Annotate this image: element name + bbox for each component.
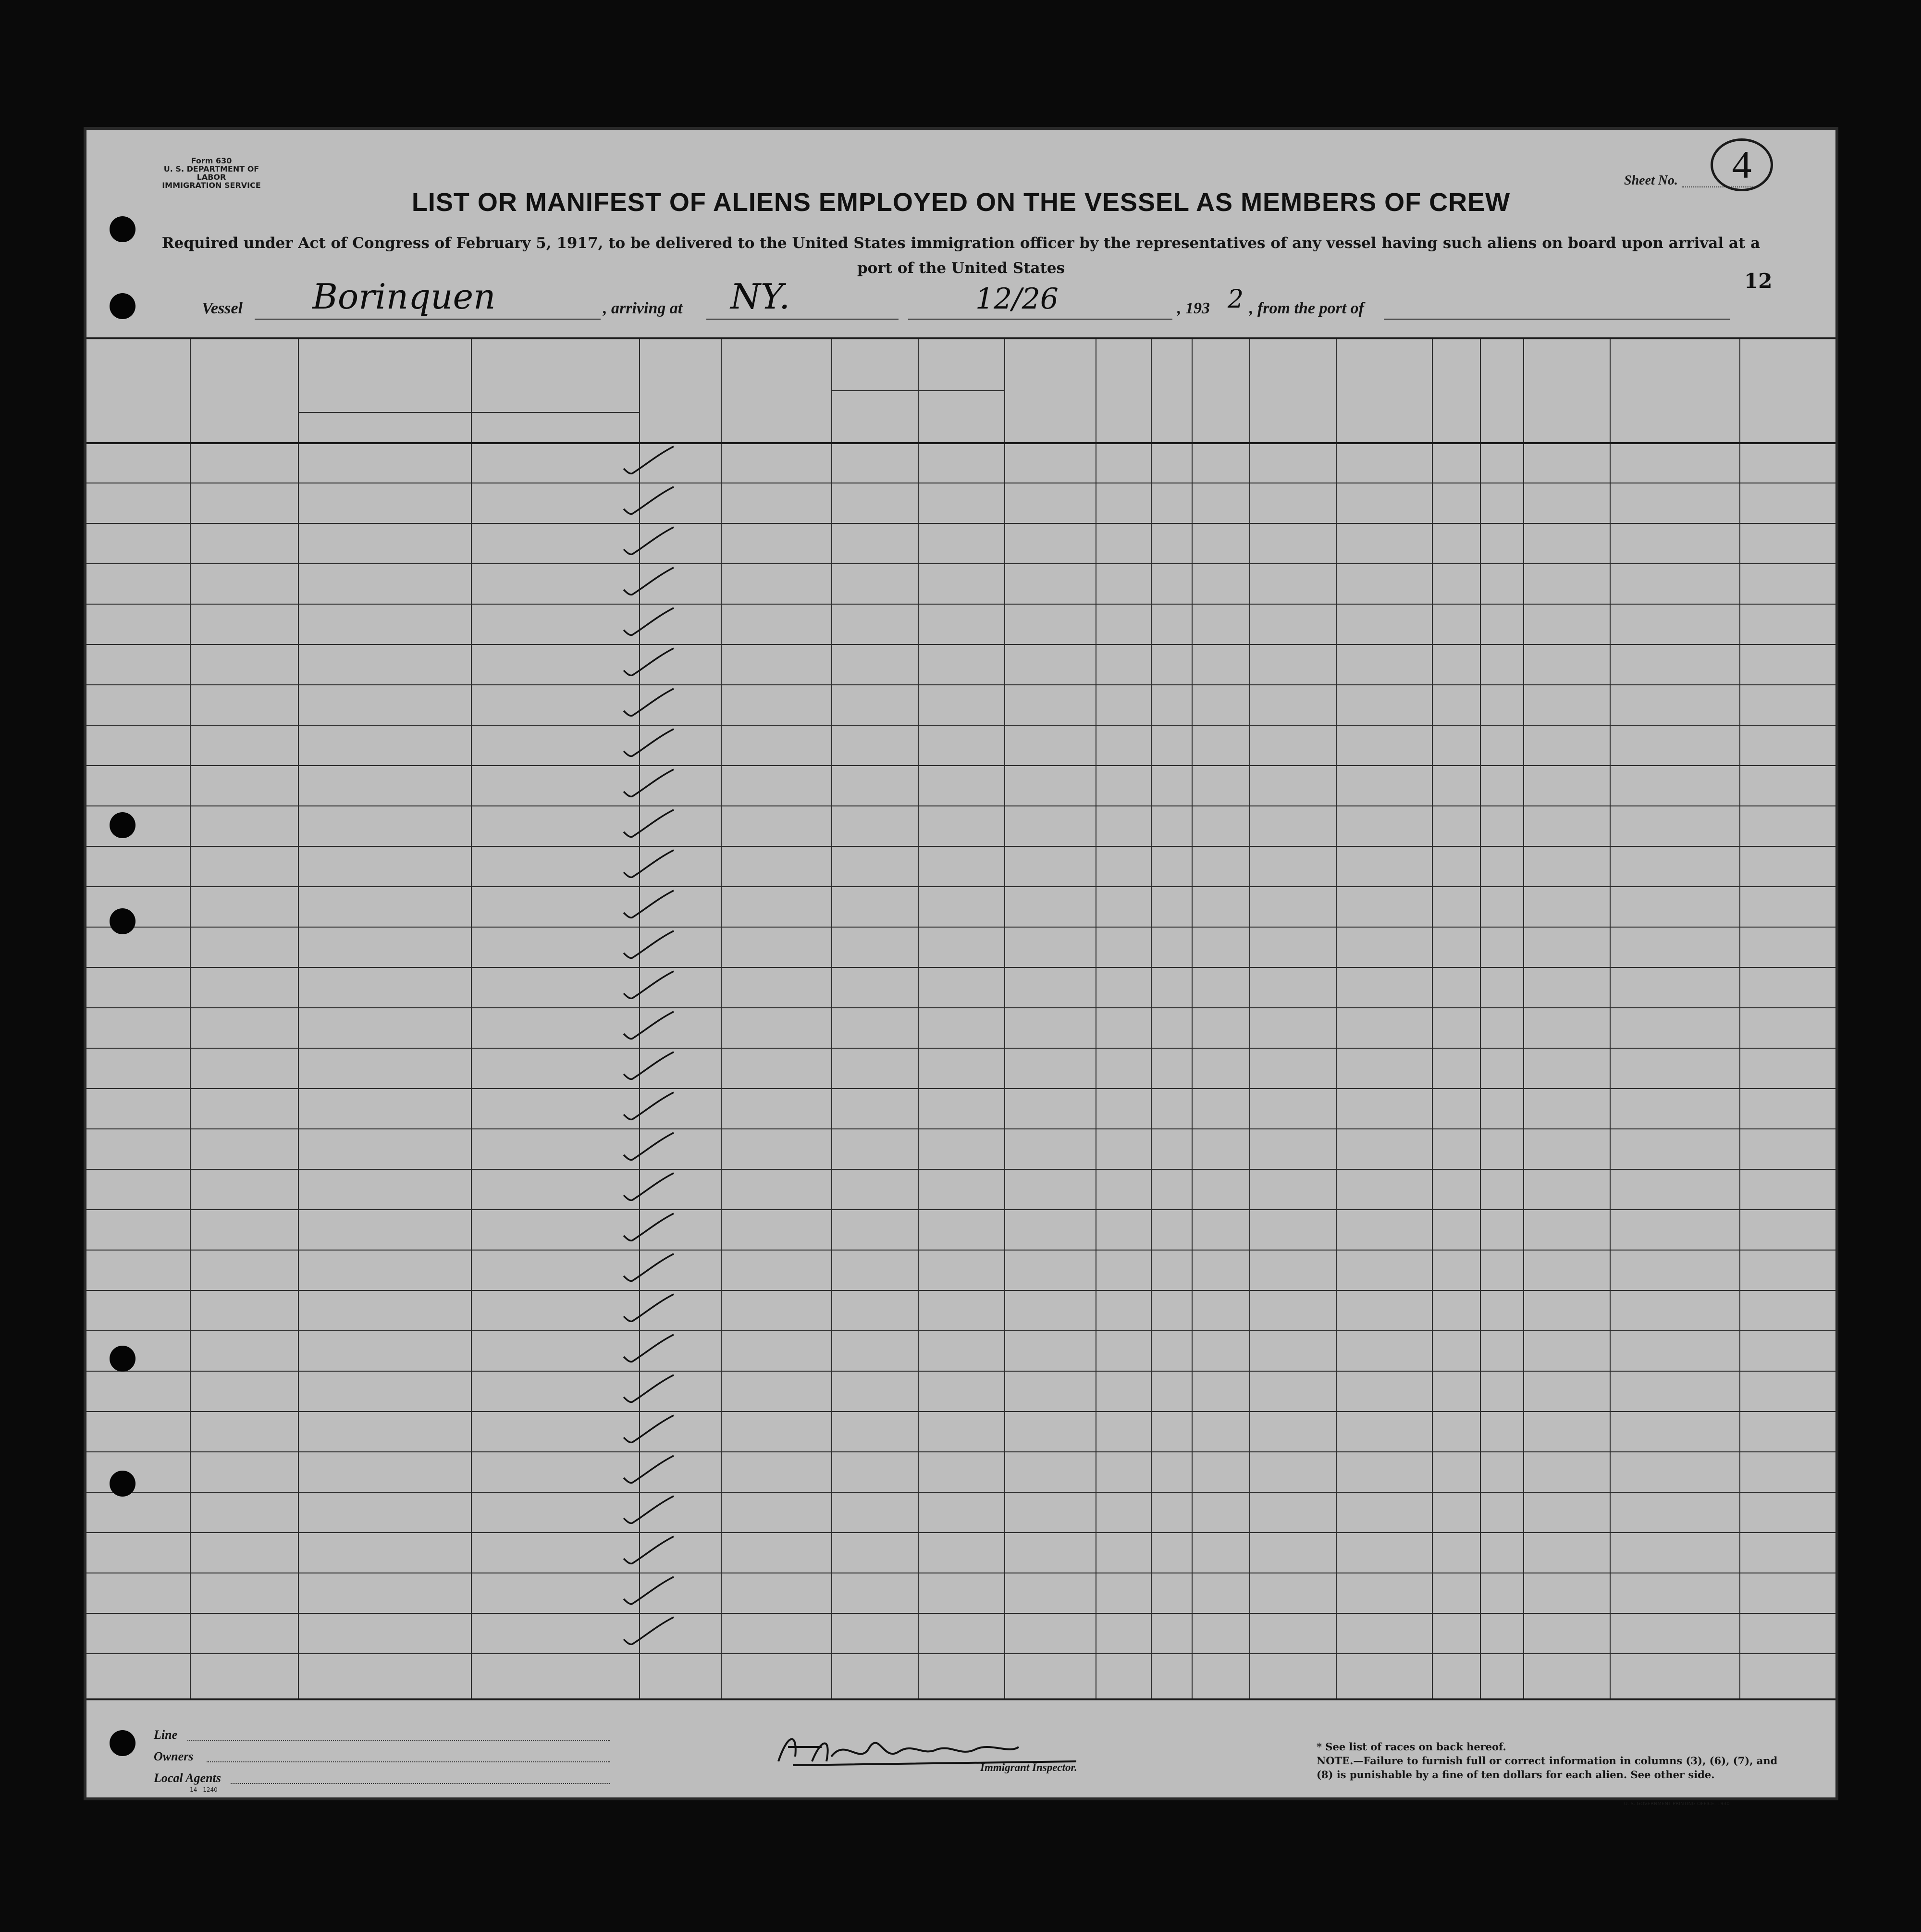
footnote-races: * See list of races on back hereof. bbox=[1317, 1741, 1506, 1753]
row-rule bbox=[86, 765, 1835, 766]
row-rule bbox=[86, 1330, 1835, 1331]
column-rule bbox=[721, 337, 722, 1698]
column-rule bbox=[1192, 337, 1193, 1698]
row-rule bbox=[86, 1371, 1835, 1372]
checkmark-icon bbox=[620, 1010, 677, 1043]
arrival-date-line bbox=[908, 319, 1172, 320]
checkmark-icon bbox=[620, 1413, 677, 1447]
line-field bbox=[187, 1740, 610, 1741]
checkmark-icon bbox=[620, 1494, 677, 1528]
service-name: IMMIGRATION SERVICE bbox=[162, 181, 261, 190]
table-top-rule bbox=[86, 337, 1835, 339]
checkmark-icon bbox=[620, 1090, 677, 1124]
column-rule bbox=[471, 337, 472, 1698]
row-rule bbox=[86, 563, 1835, 564]
owners-label: Owners bbox=[154, 1749, 194, 1763]
punch-hole bbox=[110, 1346, 135, 1372]
punch-hole bbox=[110, 812, 135, 838]
sheet-number: 4 bbox=[1711, 138, 1773, 191]
column-rule bbox=[918, 337, 919, 1698]
row-rule bbox=[86, 1613, 1835, 1614]
checkmark-icon bbox=[620, 445, 677, 478]
row-rule bbox=[86, 1653, 1835, 1654]
arrival-port: NY. bbox=[730, 276, 790, 317]
checkmark-icon bbox=[620, 1454, 677, 1487]
manifest-sheet bbox=[86, 130, 1835, 1807]
column-rule bbox=[831, 337, 832, 1698]
checkmark-icon bbox=[620, 646, 677, 680]
agents-code: 14—1240 bbox=[190, 1786, 218, 1793]
from-port-line bbox=[1384, 319, 1730, 320]
page-title: LIST OR MANIFEST OF ALIENS EMPLOYED ON THE VESSEL AS MEMBERS OF CREW bbox=[411, 188, 1511, 217]
form-header-block bbox=[149, 157, 274, 189]
row-rule bbox=[86, 1250, 1835, 1251]
checkmark-icon bbox=[620, 1535, 677, 1568]
vessel-label: Vessel bbox=[202, 299, 243, 317]
column-rule bbox=[1480, 337, 1481, 1698]
from-port-label: , from the port of bbox=[1249, 299, 1364, 317]
row-rule bbox=[86, 604, 1835, 605]
checkmark-icon bbox=[620, 687, 677, 720]
local-agents-field bbox=[231, 1783, 610, 1784]
checkmark-icon bbox=[620, 1212, 677, 1245]
row-rule bbox=[86, 967, 1835, 968]
row-rule bbox=[86, 927, 1835, 928]
column-rule bbox=[1432, 337, 1433, 1698]
shipped-header-rule bbox=[831, 390, 1004, 391]
row-rule bbox=[86, 886, 1835, 887]
punch-hole bbox=[110, 908, 135, 934]
checkmark-icon bbox=[620, 929, 677, 963]
header-bottom-rule bbox=[86, 442, 1835, 444]
row-rule bbox=[86, 1128, 1835, 1129]
line-label: Line bbox=[154, 1728, 178, 1742]
column-rule bbox=[1739, 337, 1740, 1698]
checkmark-icon bbox=[620, 889, 677, 922]
department-name: U. S. DEPARTMENT OF LABOR bbox=[163, 164, 259, 182]
footnote-penalty: NOTE.—Failure to furnish full or correct information in columns (3), (6), (7), and (8) is punishable by a fine of ten dollars for each alien. See other side. bbox=[1317, 1755, 1778, 1781]
checkmark-icon bbox=[620, 1050, 677, 1084]
column-rule bbox=[190, 337, 191, 1698]
column-rule bbox=[1336, 337, 1337, 1698]
punch-hole bbox=[110, 216, 135, 242]
row-rule bbox=[86, 1048, 1835, 1049]
page-subtitle: Required under Act of Congress of February 5, 1917, to be delivered to the United States immigration officer by the representatives of any vessel having such aliens on board upon arrival at a port of the United States bbox=[161, 235, 1761, 277]
row-rule bbox=[86, 1411, 1835, 1412]
printer-imprint: U. S. GOVERNMENT PRINTING OFFICE: 1930 bbox=[1624, 1801, 1730, 1807]
table-bottom-rule bbox=[86, 1698, 1835, 1700]
year-prefix: , 193 bbox=[1177, 299, 1210, 317]
checkmark-icon bbox=[620, 1131, 677, 1164]
arriving-label: , arriving at bbox=[603, 299, 683, 317]
column-rule bbox=[298, 337, 299, 1698]
column-rule bbox=[1610, 337, 1611, 1698]
checkmark-icon bbox=[620, 606, 677, 640]
vessel-info-row bbox=[86, 276, 1835, 320]
row-rule bbox=[86, 1169, 1835, 1170]
row-rule bbox=[86, 1007, 1835, 1008]
row-rule bbox=[86, 725, 1835, 726]
checkmark-icon bbox=[620, 525, 677, 559]
row-rule bbox=[86, 846, 1835, 847]
checkmark-icon bbox=[620, 1373, 677, 1407]
checkmark-icon bbox=[620, 1292, 677, 1326]
row-rule bbox=[86, 523, 1835, 524]
column-rule bbox=[1523, 337, 1524, 1698]
arrival-port-line bbox=[706, 319, 899, 320]
checkmark-icon bbox=[620, 1252, 677, 1286]
column-rule bbox=[1249, 337, 1250, 1698]
footnote bbox=[1317, 1740, 1797, 1782]
punch-hole bbox=[110, 1471, 135, 1497]
punch-hole bbox=[110, 1730, 135, 1756]
crew-table bbox=[86, 337, 1835, 1698]
vessel-name-line bbox=[255, 319, 601, 320]
row-rule bbox=[86, 684, 1835, 685]
year-digit: 2 bbox=[1228, 285, 1244, 314]
local-agents-label: Local Agents bbox=[154, 1771, 221, 1785]
checkmark-icon bbox=[620, 1575, 677, 1609]
checkmark-icon bbox=[620, 1333, 677, 1366]
sheet-number-label: Sheet No. bbox=[1624, 173, 1678, 188]
column-rule bbox=[1004, 337, 1005, 1698]
row-rule bbox=[86, 1532, 1835, 1533]
row-rule bbox=[86, 644, 1835, 645]
name-header-rule bbox=[298, 412, 639, 413]
form-number: Form 630 bbox=[191, 156, 232, 165]
vessel-name: Borinquen bbox=[312, 276, 496, 317]
checkmark-icon bbox=[620, 808, 677, 842]
row-rule bbox=[86, 1209, 1835, 1210]
checkmark-icon bbox=[620, 727, 677, 761]
corner-note: 12 bbox=[1744, 269, 1773, 293]
checkmark-icon bbox=[620, 848, 677, 882]
row-rule bbox=[86, 805, 1835, 806]
punch-hole bbox=[110, 293, 135, 319]
checkmark-icon bbox=[620, 768, 677, 801]
owners-field bbox=[207, 1761, 610, 1762]
checkmark-icon bbox=[620, 969, 677, 1003]
arrival-date: 12/26 bbox=[975, 282, 1059, 316]
row-rule bbox=[86, 1088, 1835, 1089]
inspector-label: Immigrant Inspector. bbox=[980, 1761, 1077, 1773]
row-rule bbox=[86, 1492, 1835, 1493]
row-rule bbox=[86, 1451, 1835, 1452]
checkmark-icon bbox=[620, 1171, 677, 1205]
checkmark-icon bbox=[620, 1615, 677, 1649]
column-rule bbox=[1151, 337, 1152, 1698]
checkmark-icon bbox=[620, 566, 677, 599]
row-rule bbox=[86, 1290, 1835, 1291]
checkmark-icon bbox=[620, 485, 677, 519]
